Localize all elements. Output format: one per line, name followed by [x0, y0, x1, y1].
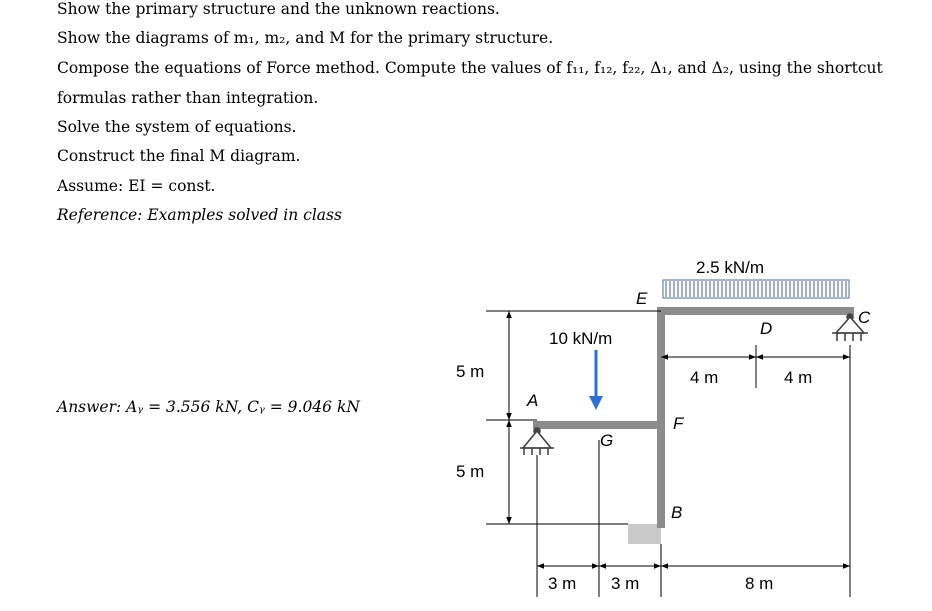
distributed-load-label: 2.5 kN/m	[696, 258, 765, 277]
right-span-label: 8 m	[745, 574, 774, 593]
point-b-label: B	[671, 503, 683, 522]
span-d-c-label: 4 m	[784, 368, 813, 387]
answer: Answer: Aᵧ = 3.556 kN, Cᵧ = 9.046 kN	[57, 398, 360, 416]
point-d-label: D	[760, 319, 773, 338]
upper-height-label: 5 m	[456, 362, 485, 381]
point-g-label: G	[600, 431, 614, 450]
point-f-label: F	[673, 414, 684, 433]
reference: Reference: Examples solved in class	[57, 206, 342, 224]
point-load-label: 10 kN/m	[549, 329, 613, 348]
mid-span-label: 3 m	[611, 574, 640, 593]
instruction-3: Compose the equations of Force method. Compute the values of f₁₁, f₁₂, f₂₂, Δ₁, and Δ₂, using the shortcut	[57, 59, 883, 77]
point-load-arrow	[589, 350, 603, 410]
instruction-5: Solve the system of equations.	[57, 118, 297, 136]
fixed-support-b	[628, 524, 661, 544]
lower-height-label: 5 m	[456, 462, 485, 481]
point-c-label: C	[858, 308, 871, 327]
point-a-label: A	[527, 391, 539, 410]
instruction-2: Show the diagrams of m₁, m₂, and M for the primary structure.	[57, 29, 554, 47]
point-e-label: E	[636, 289, 648, 308]
instruction-4: formulas rather than integration.	[57, 89, 319, 107]
pin-support-a	[520, 428, 554, 455]
left-span-label: 3 m	[548, 574, 577, 593]
span-f-d-label: 4 m	[690, 368, 719, 387]
instruction-6: Construct the final M diagram.	[57, 147, 301, 165]
instruction-1: Show the primary structure and the unknown reactions.	[57, 0, 500, 18]
assumption: Assume: EI = const.	[57, 177, 216, 195]
distributed-load	[663, 280, 849, 298]
